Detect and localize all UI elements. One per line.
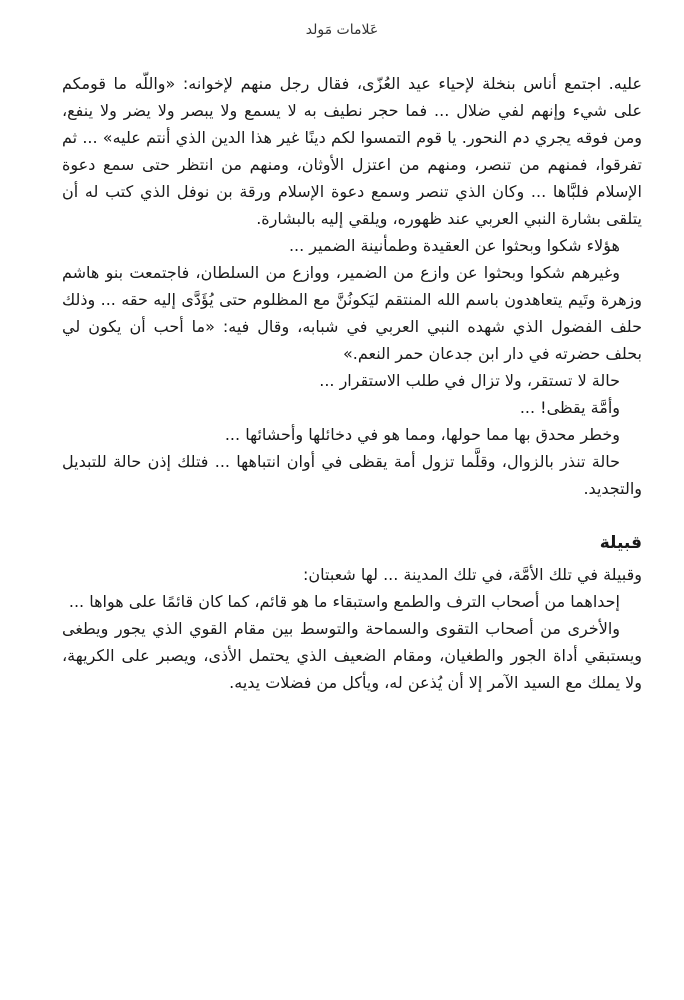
paragraph: حالة لا تستقر، ولا تزال في طلب الاستقرار ... xyxy=(319,371,620,390)
paragraph: هؤلاء شكوا وبحثوا عن العقيدة وطمأنينة الضمير ... xyxy=(288,236,620,255)
running-header: عَلامات مَولد xyxy=(305,22,379,38)
paragraph: وخطر محدق بها مما حولها، ومما هو في دخائلها وأحشائها ... xyxy=(224,425,620,444)
paragraph: عليه. اجتمع أناس بنخلة لإحياء عيد العُزّى، فقال رجل منهم لإخوانه: «واللّه ما قومكم على شيء وإنهم لفي ضلال ... فما حجر نطيف به لا يسمع ولا يبصر ولا يضر ولا ينفع، ومن فوقه يجري دم النحور. يا قوم التمسوا لكم دينًا غير هذا الدين الذي أنتم عليه» ... ثم تفرقوا، فمنهم من تنصر، ومنهم من اعتزل الأوثان، ومنهم من انتظر حتى سمع دعوة الإسلام فلبَّاها ... وكان الذي تنصر وسمع دعوة الإسلام ورقة بن نوفل الذي كتب له أن يتلقى بشارة النبي العربي عند ظهوره، ويلقي إليه بالبشارة. xyxy=(62,74,642,228)
paragraph: وغيرهم شكوا وبحثوا عن وازع من الضمير، ووازع من السلطان، فاجتمعت بنو هاشم وزهرة وتَيم يتعاهدون باسم الله المنتقم ليَكونُنَّ مع المظلوم حتى يُؤَدَّى إليه حقه ... وذلك حلف الفضول الذي شهده النبي العربي في شبابه، وقال فيه: «ما أحب أن يكون لي بحلف حضرته في دار ابن جدعان حمر النعم.» xyxy=(62,263,642,363)
paragraph: والأخرى من أصحاب التقوى والسماحة والتوسط بين مقام القوي الذي يجور ويطغى ويستبقي أداة الجور والطغيان، ومقام الضعيف الذي يحتمل الأذى، ويصبر على الكريهة، ولا يملك مع السيد الآمر إلا أن يُذعن له، ويأكل من فضلات يديه. xyxy=(62,619,642,692)
paragraph: حالة تنذر بالزوال، وقلَّما تزول أمة يقظى في أوان انتباهها ... فتلك إذن حالة للتبديل والتجديد. xyxy=(62,452,642,498)
body-text xyxy=(62,70,642,696)
section-heading: قبيلة xyxy=(599,533,642,553)
paragraph: وقبيلة في تلك الأمَّة، في تلك المدينة ... لها شعبتان: xyxy=(302,565,642,584)
paragraph: إحداهما من أصحاب الترف والطمع واستبقاء ما هو قائم، كما كان قائمًا على هواها ... xyxy=(68,592,620,611)
paragraph: وأمَّة يقظى! ... xyxy=(519,398,620,417)
